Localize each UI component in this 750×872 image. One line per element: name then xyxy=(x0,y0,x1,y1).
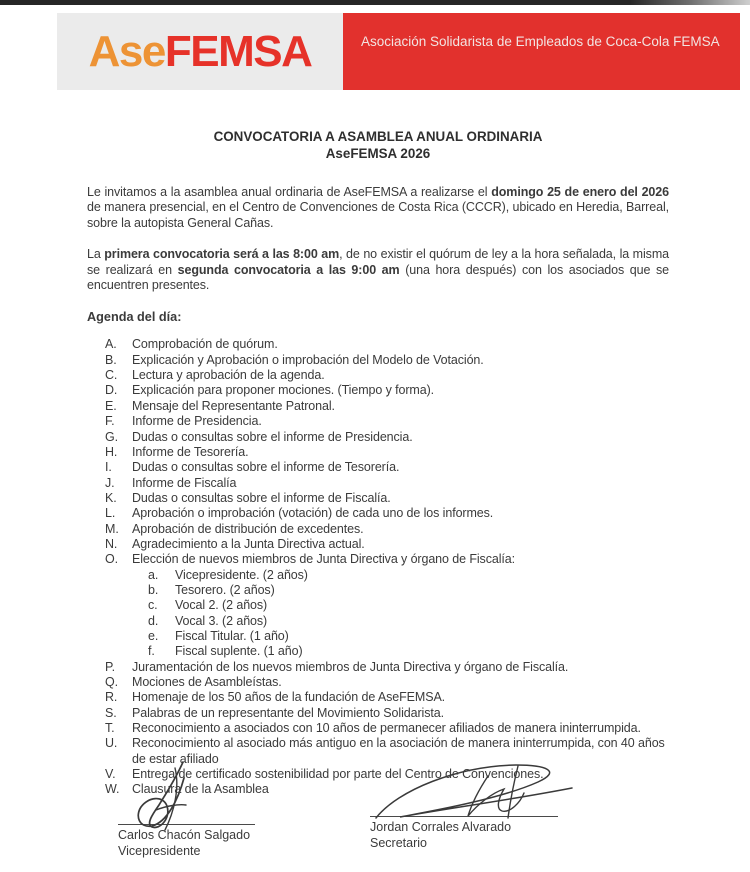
org-banner-text: Asociación Solidarista de Empleados de Coca-Cola FEMSA xyxy=(361,34,720,49)
agenda-item-text: Mensaje del Representante Patronal. xyxy=(132,398,335,413)
agenda-item xyxy=(87,414,669,429)
document-title xyxy=(87,128,669,162)
agenda-heading: Agenda del día: xyxy=(87,310,182,325)
agenda-item-text: Entrega de certificado sostenibilidad por parte del Centro de Convenciones. xyxy=(132,767,544,782)
agenda-item-letter: N. xyxy=(105,536,118,551)
bold-text: segunda convocatoria a las 9:00 am xyxy=(177,262,400,277)
signer-role-right: Secretario xyxy=(370,836,427,850)
agenda-item-letter: O. xyxy=(105,552,118,567)
agenda-item-letter: S. xyxy=(105,705,117,720)
agenda-item xyxy=(87,399,669,414)
agenda-item-letter: V. xyxy=(105,767,116,782)
agenda-item-letter: L. xyxy=(105,506,116,521)
agenda-item-text: Fiscal suplente. (1 año) xyxy=(175,644,303,659)
agenda-subitem xyxy=(87,583,669,598)
agenda-item-letter: K. xyxy=(105,490,117,505)
agenda-item-text: Informe de Fiscalía xyxy=(132,475,237,490)
agenda-item-text: Dudas o consultas sobre el informe de Fiscalía. xyxy=(132,490,391,505)
logo-text xyxy=(88,26,312,76)
agenda-item xyxy=(87,460,669,475)
agenda-item-letter: U. xyxy=(105,736,118,751)
agenda-item xyxy=(87,430,669,445)
logo xyxy=(57,13,343,90)
agenda-subitem xyxy=(87,568,669,583)
agenda-item xyxy=(87,353,669,368)
agenda-item xyxy=(87,706,669,721)
agenda-item-letter: H. xyxy=(105,444,118,459)
agenda-item xyxy=(87,491,669,506)
agenda-item-text: Informe de Presidencia. xyxy=(132,414,262,429)
signature-block-secretario xyxy=(370,760,570,850)
agenda-item-letter: W. xyxy=(105,782,120,797)
org-banner xyxy=(343,13,740,90)
agenda-item-letter: D. xyxy=(105,383,118,398)
agenda-item-text: Dudas o consultas sobre el informe de Presidencia. xyxy=(132,429,413,444)
agenda-item-letter: R. xyxy=(105,690,118,705)
bold-text: primera convocatoria será a las 8:00 am xyxy=(104,247,340,262)
agenda-item-letter: d. xyxy=(148,613,159,628)
agenda-item-text: Comprobación de quórum. xyxy=(132,337,278,352)
signer-name-left: Carlos Chacón Salgado xyxy=(118,828,251,842)
agenda-item-letter: G. xyxy=(105,429,118,444)
agenda-item-letter: b. xyxy=(148,582,159,597)
bold-text: domingo 25 de enero del 2026 xyxy=(491,185,669,199)
agenda-item xyxy=(87,675,669,690)
agenda-item-text: Dudas o consultas sobre el informe de Tesorería. xyxy=(132,460,400,475)
agenda-item-letter: E. xyxy=(105,398,117,413)
agenda-item-text: Vocal 2. (2 años) xyxy=(175,598,268,613)
signature-scribble-left xyxy=(126,760,246,832)
signature-section xyxy=(0,760,750,860)
agenda-item-text: Tesorero. (2 años) xyxy=(175,582,275,597)
agenda-item-letter: B. xyxy=(105,352,117,367)
body-text: Le invitamos a la asamblea anual ordinaria de AseFEMSA a realizarse el xyxy=(87,185,492,199)
agenda-item-letter: e. xyxy=(148,628,159,643)
agenda-item-text: Reconocimiento al asociado más antiguo en la asociación de manera ininterrumpida, con 40 años de estar afiliado xyxy=(132,736,665,766)
agenda-item-letter: P. xyxy=(105,659,115,674)
agenda-item-letter: A. xyxy=(105,337,117,352)
agenda-item-letter: F. xyxy=(105,414,115,429)
agenda-subitem xyxy=(87,629,669,644)
agenda-item-letter: c. xyxy=(148,598,158,613)
body-text: de manera presencial, en el Centro de Convenciones de Costa Rica (CCCR), ubicado en Heredia, Barreal, sobre la autopista General Cañas. xyxy=(87,200,669,230)
title-line-2: AseFEMSA 2026 xyxy=(325,146,431,161)
agenda-item xyxy=(87,506,669,521)
signature-scribble-right xyxy=(370,760,575,826)
agenda-item xyxy=(87,445,669,460)
agenda-item-text: Elección de nuevos miembros de Junta Directiva y órgano de Fiscalía: xyxy=(132,552,515,567)
agenda-item xyxy=(87,337,669,352)
agenda-item xyxy=(87,552,669,567)
agenda-item xyxy=(87,690,669,705)
agenda-item-text: Vocal 3. (2 años) xyxy=(175,613,268,628)
agenda-item-letter: T. xyxy=(105,721,115,736)
agenda-subitem xyxy=(87,614,669,629)
agenda-item-letter: a. xyxy=(148,567,159,582)
agenda-item-text: Fiscal Titular. (1 año) xyxy=(175,628,289,643)
agenda-item-letter: Q. xyxy=(105,675,118,689)
agenda-item-letter: f. xyxy=(148,644,155,659)
agenda-item-text: Explicación y Aprobación o improbación del Modelo de Votación. xyxy=(132,352,484,367)
agenda-item-text: Mociones de Asambleístas. xyxy=(132,675,282,689)
agenda-item-text: Palabras de un representante del Movimiento Solidarista. xyxy=(132,705,444,720)
agenda-item-text: Aprobación o improbación (votación) de cada uno de los informes. xyxy=(132,506,494,521)
agenda-item xyxy=(87,368,669,383)
body-text: La xyxy=(87,247,105,262)
signer-name-right: Jordan Corrales Alvarado xyxy=(370,820,512,834)
agenda-item-text: Homenaje de los 50 años de la fundación de AseFEMSA. xyxy=(132,690,446,705)
agenda-item-letter: I. xyxy=(105,460,112,475)
signer-role-left: Vicepresidente xyxy=(118,844,201,858)
agenda-item xyxy=(87,522,669,537)
agenda-item-text: Reconocimiento a asociados con 10 años de permanecer afiliados de manera ininterrumpida. xyxy=(132,721,641,736)
agenda-item xyxy=(87,476,669,491)
logo-prefix: Ase xyxy=(88,26,165,76)
agenda-item xyxy=(87,537,669,552)
agenda-item-letter: J. xyxy=(105,475,115,490)
convocatoria-paragraph xyxy=(87,247,669,293)
agenda-item-text: Lectura y aprobación de la agenda. xyxy=(132,368,325,383)
agenda-item xyxy=(87,660,669,675)
agenda-list xyxy=(87,337,669,797)
agenda-item-letter: C. xyxy=(105,368,118,383)
scan-top-bar xyxy=(0,0,750,5)
agenda-item-text: Juramentación de los nuevos miembros de Junta Directiva y órgano de Fiscalía. xyxy=(132,659,569,674)
agenda-item-text: Explicación para proponer mociones. (Tiempo y forma). xyxy=(132,383,435,398)
agenda-subitem xyxy=(87,598,669,613)
title-line-1: CONVOCATORIA A ASAMBLEA ANUAL ORDINARIA xyxy=(213,129,543,144)
logo-suffix: FEMSA xyxy=(164,26,312,76)
agenda-item-text: Clausura de la Asamblea xyxy=(132,782,269,797)
agenda-item-letter: M. xyxy=(105,521,119,536)
agenda-item xyxy=(87,383,669,398)
body-text: (una hora después) con los asociados que se encuentren presentes. xyxy=(87,262,669,293)
letterhead xyxy=(57,13,740,90)
agenda-item-text: Agradecimiento a la Junta Directiva actual. xyxy=(132,536,365,551)
agenda-item xyxy=(87,721,669,736)
agenda-item-text: Aprobación de distribución de excedentes. xyxy=(132,521,364,536)
agenda-subitem xyxy=(87,644,669,659)
signature-block-vicepresidente xyxy=(118,760,268,858)
agenda-item-text: Vicepresidente. (2 años) xyxy=(175,567,308,582)
document-body xyxy=(87,128,669,798)
body-text: , de no existir el quórum de ley a la hora señalada, la misma se realizará en xyxy=(87,247,669,277)
agenda-item-text: Informe de Tesorería. xyxy=(132,444,249,459)
intro-paragraph xyxy=(87,185,669,231)
